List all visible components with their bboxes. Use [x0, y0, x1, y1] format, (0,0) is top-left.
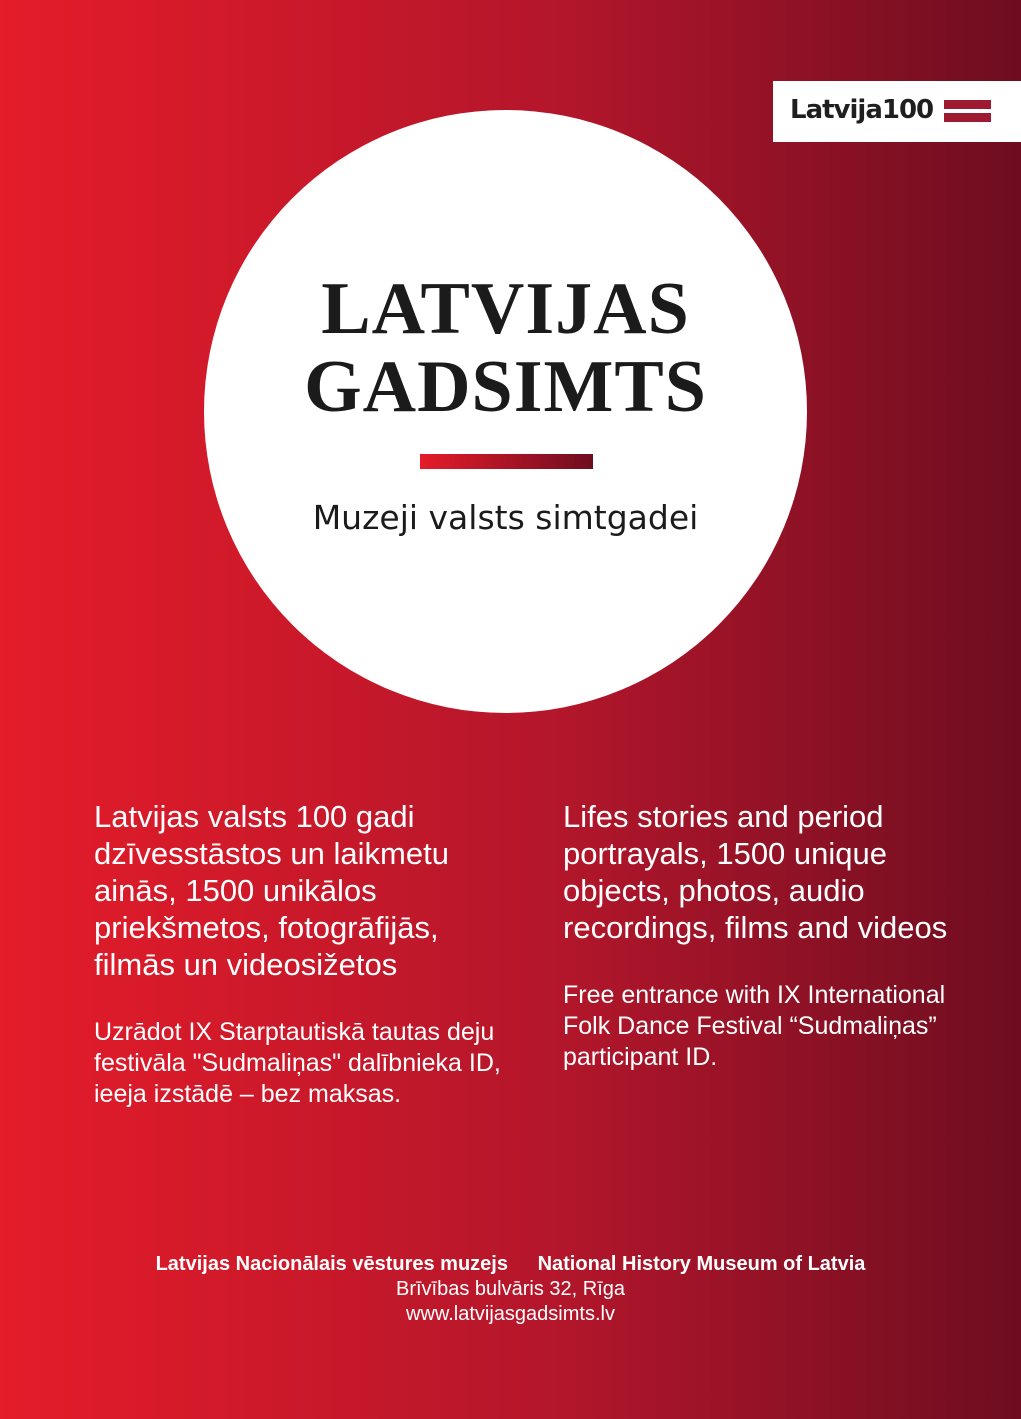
- title-divider: [420, 454, 593, 469]
- lead-text-lv: Latvijas valsts 100 gadi dzīvesstāstos un laikmetu ainās, 1500 unikālos priekšmetos, fotogrāfijās, filmās un videosižetos: [94, 799, 449, 982]
- page-title: [204, 270, 807, 426]
- entrance-note-lv: Uzrādot IX Starptautiskā tautas deju festivāla "Sudmaliņas" dalībnieka ID, ieeja izstādē – bez maksas.: [94, 1018, 501, 1108]
- museum-name-lv: Latvijas Nacionālais vēstures muzejs: [155, 1253, 508, 1275]
- subtitle: Muzeji valsts simtgadei: [312, 498, 699, 537]
- museum-name-en: National History Museum of Latvia: [537, 1253, 866, 1275]
- latvian-text-column: [94, 798, 514, 1110]
- title-line-1: LATVIJAS: [321, 268, 690, 350]
- museum-names: [0, 1252, 1021, 1277]
- museum-address: Brīvības bulvāris 32, Rīga: [396, 1278, 625, 1300]
- title-line-2: GADSIMTS: [304, 346, 707, 428]
- english-text-column: [563, 798, 983, 1073]
- website-link[interactable]: www.latvijasgadsimts.lv: [406, 1303, 615, 1325]
- hero-circle: [204, 110, 807, 713]
- latvian-flag-icon: [944, 100, 991, 122]
- lead-text-en: Lifes stories and period portrayals, 1500 unique objects, photos, audio recordings, films and videos: [563, 799, 948, 945]
- footer: [0, 1252, 1021, 1327]
- logo-text: Latvija100: [790, 95, 934, 125]
- latvija100-logo: [773, 81, 1021, 142]
- entrance-note-en: Free entrance with IX International Folk Dance Festival “Sudmaliņas” participant ID.: [563, 981, 946, 1071]
